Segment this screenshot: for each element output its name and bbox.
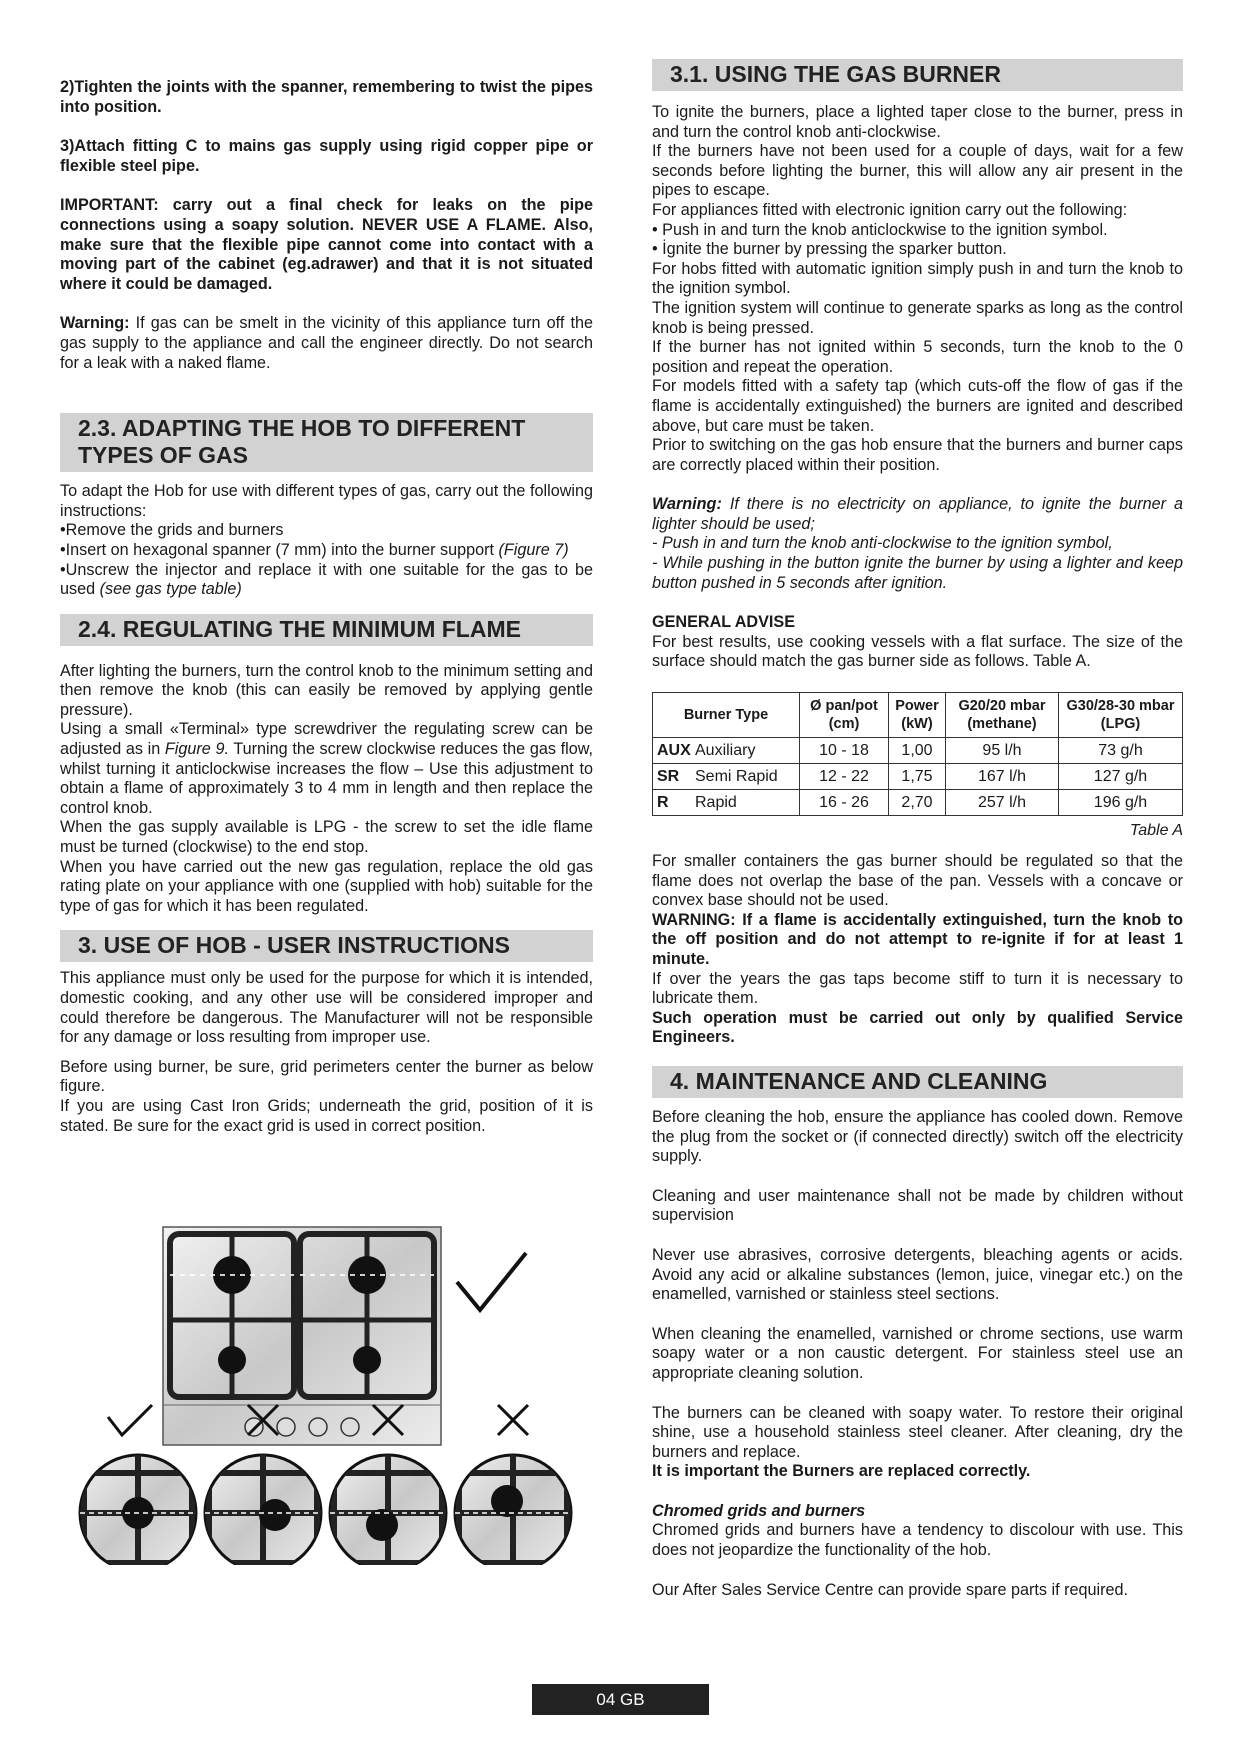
figure-7-ref: (Figure 7) [498, 540, 569, 559]
page-number: 04 GB [532, 1684, 709, 1715]
table-row [653, 790, 1183, 816]
ignite-p8: If the burner has not ignited within 5 seconds, turn the knob to the 0 position and repeat the operation. [652, 338, 1183, 376]
no-electricity-warning [652, 495, 1183, 534]
table-header-row [653, 693, 1183, 738]
burner-name: Semi Rapid [695, 767, 778, 785]
ignite-p1: To ignite the burners, place a lighted taper close to the burner, press in and turn the control knob anti-clockwise. [652, 103, 1183, 141]
adapt-step-insert-text: •Insert on hexagonal spanner (7 mm) into the burner support [60, 540, 499, 559]
col-burner-type: Burner Type [653, 693, 800, 738]
power-cell: 1,75 [889, 764, 946, 790]
burner-code: AUX [657, 741, 691, 759]
burner-name: Rapid [695, 793, 737, 811]
flame-extinguished-warning: WARNING: If a flame is accidentally extinguished, turn the knob to the off position and do not attempt to re-ignite if for at least 1 minute. [652, 910, 1183, 968]
figure-9-ref: Figure 9. [164, 740, 229, 759]
wrong-cross-icon [498, 1405, 528, 1435]
burner-detail-correct [80, 1455, 196, 1565]
use-intro: This appliance must only be used for the purpose for which it is intended, domestic cooking, and any other use will be considered improper and could therefore be dangerous. The Manufacturer will not be responsible for any damage or loss resulting from improper use. [60, 969, 593, 1047]
col-g20: G20/20 mbar (methane) [946, 693, 1059, 738]
warning-text: If there is no electricity on appliance, to ignite the burner a lighter should be used; [652, 495, 1183, 533]
min-flame-p1: After lighting the burners, turn the control knob to the minimum setting and then remove the knob (this can easily be removed by applying gentle pressure). [60, 661, 593, 719]
gas-table-ref: (see gas type table) [99, 580, 242, 599]
pan-cell: 12 - 22 [800, 764, 889, 790]
burner-code: SR [657, 767, 680, 785]
table-row [653, 764, 1183, 790]
lighter-step-2: - While pushing in the button ignite the burner by using a lighter and keep button pushed in 5 seconds after ignition. [652, 554, 1183, 592]
adapt-step-insert [60, 541, 593, 561]
maintenance-p1: Before cleaning the hob, ensure the appliance has cooled down. Remove the plug from the socket or (if connected directly) switch off the electricity supply. [652, 1107, 1183, 1166]
min-flame-p4: When you have carried out the new gas regulation, replace the old gas rating plate on your appliance with one (supplied with hob) suitable for the type of gas for which it has been regulated. [60, 857, 593, 915]
right-column [652, 55, 1183, 1600]
maintenance-p3: Never use abrasives, corrosive detergents, bleaching agents or acids. Avoid any acid or alkaline substances (lemon, juice, vinegar etc.) on the enamelled, varnished or stainless steel sections. [652, 1245, 1183, 1304]
g20-cell: 257 l/h [946, 790, 1059, 816]
g30-cell: 73 g/h [1059, 738, 1183, 764]
burner-type-cell [653, 764, 800, 790]
maintenance-p6: It is important the Burners are replaced correctly. [652, 1462, 1031, 1481]
ignite-p7: The ignition system will continue to generate sparks as long as the control knob is being pressed. [652, 298, 1183, 337]
burner-name: Auxiliary [695, 741, 756, 759]
correct-check-icon [457, 1253, 526, 1310]
grid-perimeter-note: Before using burner, be sure, grid perimeters center the burner as below figure. [60, 1057, 593, 1096]
ignite-p3: For appliances fitted with electronic ignition carry out the following: [652, 200, 1128, 219]
cast-iron-note: If you are using Cast Iron Grids; underneath the grid, position of it is stated. Be sure for the exact grid is used in correct position. [60, 1096, 593, 1135]
section-3-1-title: 3.1. USING THE GAS BURNER [652, 59, 1183, 91]
ignite-p9: For models fitted with a safety tap (which cuts-off the flow of gas if the flame is accidentally extinguished) the burners are ignited and described above, but care must be taken. [652, 377, 1183, 435]
col-g30: G30/28-30 mbar (LPG) [1059, 693, 1183, 738]
warning-text: If gas can be smelt in the vicinity of this appliance turn off the gas supply to the appliance and call the engineer directly. Do not search for a leak with a naked flame. [60, 314, 593, 372]
lubricate-note: If over the years the gas taps become stiff to turn it is necessary to lubricate them. [652, 969, 1183, 1008]
ignite-p5: • İgnite the burner by pressing the sparker button. [652, 240, 1007, 259]
burner-type-cell [653, 790, 800, 816]
burner-detail-wrong-3 [455, 1455, 571, 1565]
min-flame-p3: When the gas supply available is LPG - the screw to set the idle flame must be turned (clockwise) to the end stop. [60, 818, 593, 857]
pan-cell: 10 - 18 [800, 738, 889, 764]
maintenance-p5: The burners can be cleaned with soapy water. To restore their original shine, use a household stainless steel cleaner. After cleaning, dry the burners and replace. [652, 1403, 1183, 1461]
min-flame-p2 [60, 720, 593, 818]
power-cell: 1,00 [889, 738, 946, 764]
general-advise-text: For best results, use cooking vessels with a flat surface. The size of the surface should match the gas burner side as follows. Table A. [652, 632, 1183, 671]
correct-check-icon [108, 1405, 152, 1435]
adapt-step-remove: •Remove the grids and burners [60, 521, 284, 540]
burner-detail-wrong-1 [205, 1455, 321, 1565]
important-leak-check: IMPORTANT: carry out a final check for leaks on the pipe connections using a soapy solution. NEVER USE A FLAME. Also, make sure that the flexible pipe cannot come into contact with a moving part of the cabinet (eg.adrawer) and that it is not situated where it could be damaged. [60, 196, 593, 293]
step-attach-fitting: 3)Attach fitting C to mains gas supply using rigid copper pipe or flexible steel pipe. [60, 137, 593, 175]
spare-parts-note: Our After Sales Service Centre can provide spare parts if required. [652, 1580, 1128, 1599]
small-containers-note: For smaller containers the gas burner should be regulated so that the flame does not overlap the base of the pan. Vessels with a concave or convex base should not be used. [652, 852, 1183, 910]
general-advise-title: GENERAL ADVISE [652, 613, 796, 632]
left-column [60, 55, 593, 1136]
g20-cell: 95 l/h [946, 738, 1059, 764]
table-row [653, 738, 1183, 764]
adapt-step-unscrew-text: •Unscrew the injector and replace it with one suitable for the gas to be used [60, 560, 593, 599]
ignite-p2: If the burners have not been used for a couple of days, wait for a few seconds before lighting the burner, this will allow any air present in the pipes to escape. [652, 142, 1183, 200]
ignite-p10: Prior to switching on the gas hob ensure that the burners and burner caps are correctly placed within their position. [652, 436, 1183, 474]
min-flame-p2b: Turning the screw clockwise reduces the gas flow, whilst turning it anticlockwise increases the flow – Use this adjustment to obtain a flame of approximately 3 to 4 mm in length and then replace the control knob. [60, 740, 593, 817]
warning-label: Warning: [60, 314, 130, 333]
section-4-title: 4. MAINTENANCE AND CLEANING [652, 1066, 1183, 1098]
col-power: Power (kW) [889, 693, 946, 738]
gas-smell-warning [60, 314, 593, 373]
min-flame-p2a: Using a small «Terminal» type screwdriver the regulating screw can be adjusted as in [60, 720, 593, 759]
adapt-step-unscrew [60, 561, 593, 600]
power-cell: 2,70 [889, 790, 946, 816]
adapt-intro: To adapt the Hob for use with different types of gas, carry out the following instructions: [60, 482, 593, 520]
pan-cell: 16 - 26 [800, 790, 889, 816]
section-2-3-title: 2.3. ADAPTING THE HOB TO DIFFERENT TYPES OF GAS [60, 413, 593, 472]
hob-grid-figure [60, 1225, 600, 1565]
chromed-title: Chromed grids and burners [652, 1501, 866, 1520]
maintenance-p4: When cleaning the enamelled, varnished or chrome sections, use warm soapy water or a non caustic detergent. For stainless steel use an appropriate cleaning solution. [652, 1324, 1183, 1382]
hob-illustration [163, 1227, 441, 1445]
col-pan-size: Ø pan/pot (cm) [800, 693, 889, 738]
g30-cell: 196 g/h [1059, 790, 1183, 816]
g30-cell: 127 g/h [1059, 764, 1183, 790]
ignite-p6: For hobs fitted with automatic ignition simply push in and turn the knob to the ignition symbol. [652, 259, 1183, 298]
lighter-step-1: - Push in and turn the knob anti-clockwise to the ignition symbol, [652, 534, 1113, 553]
chromed-text: Chromed grids and burners have a tendency to discolour with use. This does not jeopardize the functionality of the hob. [652, 1521, 1183, 1560]
table-caption: Table A [1129, 822, 1183, 840]
burner-code: R [657, 793, 669, 811]
step-tighten-joints: 2)Tighten the joints with the spanner, remembering to twist the pipes into position. [60, 78, 593, 116]
maintenance-p2: Cleaning and user maintenance shall not be made by children without supervision [652, 1186, 1183, 1225]
section-3-title: 3. USE OF HOB - USER INSTRUCTIONS [60, 930, 593, 962]
burner-type-cell [653, 738, 800, 764]
burner-detail-wrong-2 [330, 1455, 446, 1565]
burner-table [652, 692, 1183, 816]
warning-label: Warning: [652, 495, 722, 514]
g20-cell: 167 l/h [946, 764, 1059, 790]
qualified-engineers-note: Such operation must be carried out only by qualified Service Engineers. [652, 1008, 1183, 1047]
ignite-p4: • Push in and turn the knob anticlockwise to the ignition symbol. [652, 220, 1108, 239]
section-2-4-title: 2.4. REGULATING THE MINIMUM FLAME [60, 614, 593, 646]
